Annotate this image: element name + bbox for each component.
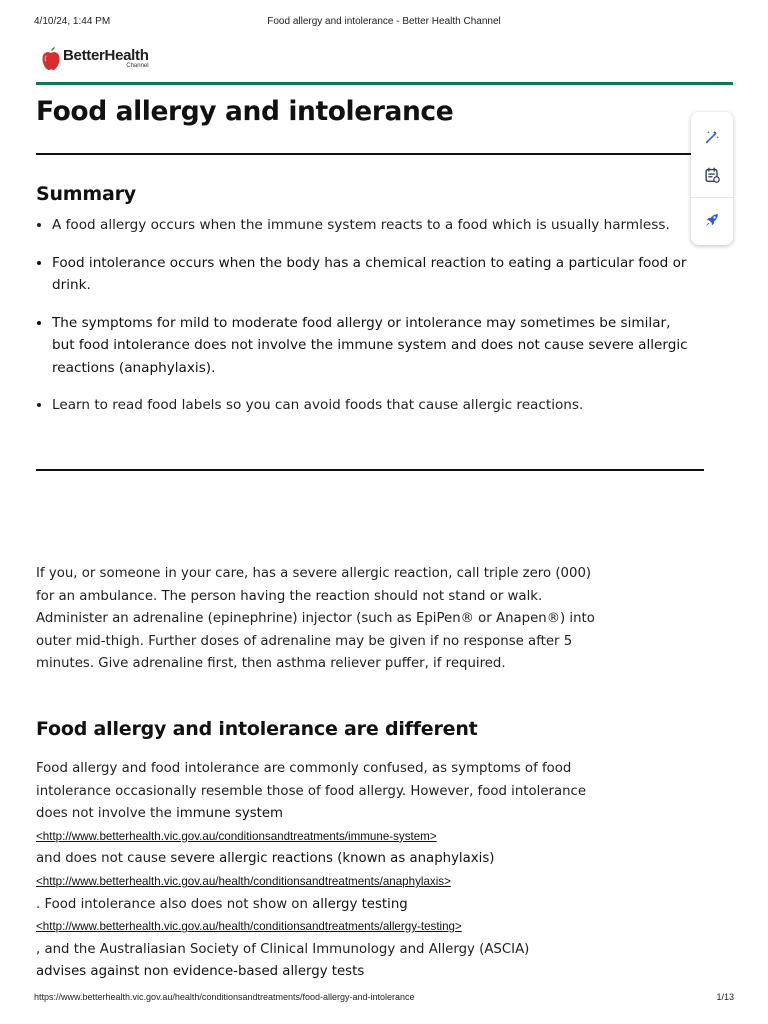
page-number: 1/13 <box>716 992 734 1002</box>
brand-name: BetterHealth <box>63 47 149 64</box>
allergy-testing-link[interactable]: allergy testing <box>312 896 408 912</box>
page-title: Food allergy and intolerance <box>36 96 454 127</box>
side-tool-edit[interactable] <box>695 120 729 154</box>
summary-divider <box>36 469 704 471</box>
immune-system-url[interactable]: <http://www.betterhealth.vic.gov.au/conditionsandtreatments/immune-system> <box>36 829 437 843</box>
brand-subtitle: Channel <box>126 63 149 69</box>
difference-intro: Food allergy and food intolerance are commonly confused, as symptoms of food intolerance occasionally resemble those of food allergy. However, food intolerance does not involve the <box>36 761 587 822</box>
ascia-advice-link[interactable]: advises against non evidence-based allergy tests <box>36 964 365 980</box>
title-divider <box>36 153 692 155</box>
summary-item: • Learn to read food labels so you can avoid foods that cause allergic reactions. <box>52 394 692 417</box>
summary-list <box>36 214 692 432</box>
print-footer <box>0 992 768 1006</box>
print-page-title: Food allergy and intolerance - Better Health Channel <box>267 16 501 27</box>
difference-mid-1: and does not cause <box>36 851 171 867</box>
difference-body <box>36 758 596 984</box>
print-header <box>0 16 768 30</box>
summary-heading: Summary <box>36 183 136 205</box>
side-toolbar <box>691 112 733 245</box>
print-date: 4/10/24, 1:44 PM <box>34 16 111 27</box>
apple-icon <box>40 46 62 72</box>
emergency-notice: If you, or someone in your care, has a severe allergic reaction, call triple zero (000) for an ambulance. The person having the reaction should not stand or walk. Administer an adrenaline (epinephrine) injector (such as EpiPen® or Anapen®) into outer mid-thigh. Further doses of adrenaline may be given if no response after 5 minutes. Give adrenaline first, then asthma reliever puffer, if required. <box>36 566 595 672</box>
side-tool-notes[interactable] <box>695 158 729 192</box>
print-footer-url: https://www.betterhealth.vic.gov.au/health/conditionsandtreatments/food-allergy-and-intolerance <box>34 992 415 1002</box>
calendar-note-icon <box>703 166 721 184</box>
side-tool-boost[interactable] <box>695 203 729 237</box>
allergy-testing-url[interactable]: <http://www.betterhealth.vic.gov.au/health/conditionsandtreatments/allergy-testing> <box>36 920 462 934</box>
rocket-icon <box>703 211 721 229</box>
anaphylaxis-link[interactable]: severe allergic reactions (known as anaphylaxis) <box>170 851 495 867</box>
immune-system-link[interactable]: immune system <box>176 806 283 822</box>
summary-item: • The symptoms for mild to moderate food allergy or intolerance may sometimes be similar, but food intolerance does not involve the immune system and does not cause severe allergic reactions (anaphylaxis). <box>52 312 692 380</box>
toolbar-separator <box>691 197 733 198</box>
better-health-logo[interactable] <box>40 46 149 76</box>
header-divider <box>36 82 733 85</box>
magic-wand-icon <box>703 128 721 146</box>
difference-mid-2: . Food intolerance also does not show on <box>36 896 313 912</box>
difference-mid-3: , and the Australiasian Society of Clinical Immunology and Allergy (ASCIA) <box>36 941 530 957</box>
anaphylaxis-url[interactable]: <http://www.betterhealth.vic.gov.au/health/conditionsandtreatments/anaphylaxis> <box>36 874 451 888</box>
summary-item: • A food allergy occurs when the immune system reacts to a food which is usually harmless. <box>52 214 692 237</box>
difference-heading: Food allergy and intolerance are different <box>36 718 478 740</box>
summary-item: • Food intolerance occurs when the body has a chemical reaction to eating a particular food or drink. <box>52 252 692 297</box>
